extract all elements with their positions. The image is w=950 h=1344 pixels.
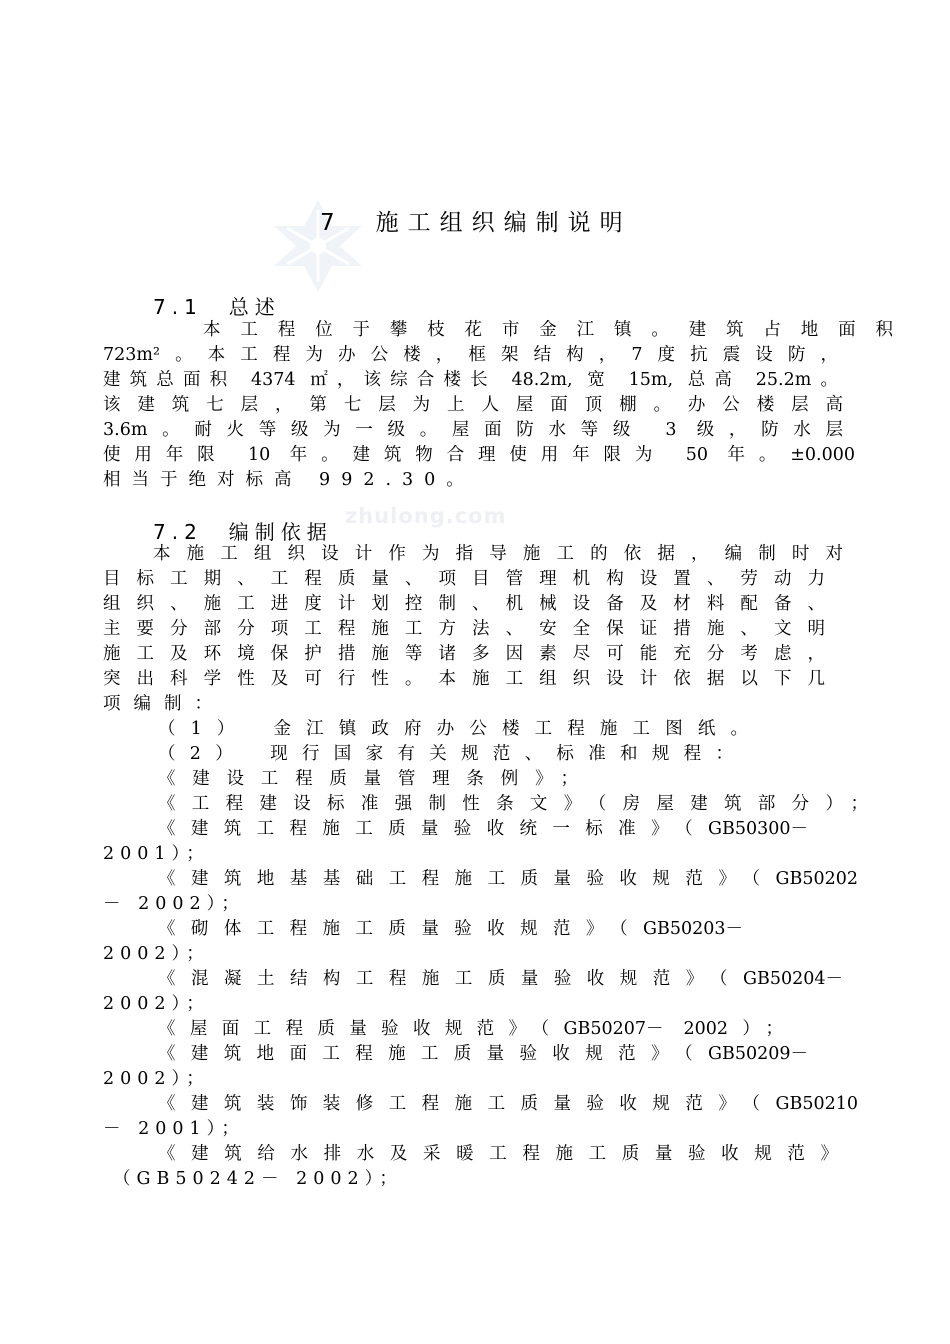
list-item: （2） 现行国家有关规范、标准和规程： <box>158 744 733 764</box>
list-item: 《工程建设标准强制性条文》（房屋建筑部分）； <box>158 794 868 814</box>
list-item: 《建筑地基基础工程施工质量验收规范》（GB50202 <box>158 869 858 889</box>
section-heading-7-2: 7.2 编制依据 <box>153 520 333 544</box>
paragraph-line: 施工及环境保护措施等诸多因素尽可能充分考虑， <box>103 644 825 664</box>
list-item: － 2001）； <box>103 1119 245 1139</box>
watermark-text: zhulong.com <box>345 504 507 528</box>
chapter-title: 7 施工组织编制说明 <box>320 210 632 236</box>
list-item: （1） 金江镇政府办公楼工程施工图纸。 <box>158 719 748 739</box>
list-item: 《建筑给水排水及采暖工程施工质量验收规范》 <box>158 1144 838 1164</box>
paragraph-line: 相当于绝对标高 992.30。 <box>103 470 475 490</box>
paragraph-line: 3.6m。耐火等级为一级。屋面防水等级 3 级，防水层 <box>103 420 843 440</box>
list-item: 《混凝土结构工程施工质量验收规范》（GB50204－ <box>158 969 843 989</box>
list-item: （GB50242－ 2002）； <box>113 1169 403 1189</box>
list-item: 《建筑装饰装修工程施工质量验收规范》（GB50210 <box>158 1094 858 1114</box>
list-item: 2002）； <box>103 944 210 964</box>
paragraph-line: 该建筑七层，第七层为上人屋面顶棚。办公楼层高 <box>103 395 843 415</box>
list-item: 《砌体工程施工质量验收规范》（GB50203－ <box>158 919 743 939</box>
list-item: 《建设工程质量管理条例》； <box>158 769 578 789</box>
paragraph-line: 723m²。本工程为办公楼，框架结构，7度抗震设防， <box>103 345 838 365</box>
paragraph-line: 项编制： <box>103 694 225 714</box>
section-heading-7-1: 7.1 总述 <box>153 295 281 319</box>
list-item: － 2002）； <box>103 894 245 914</box>
paragraph-line: 主要分部分项工程施工方法、安全保证措施、文明 <box>103 619 825 639</box>
list-item: 《屋面工程质量验收规范》（GB50207－ 2002）； <box>158 1019 783 1039</box>
list-item: 2002）； <box>103 994 210 1014</box>
list-item: 《建筑工程施工质量验收统一标准》（GB50300－ <box>158 819 808 839</box>
list-item: 2002）； <box>103 1069 210 1089</box>
list-item: 《建筑地面工程施工质量验收规范》（GB50209－ <box>158 1044 808 1064</box>
paragraph-line: 使用年限 10 年。建筑物合理使用年限为 50 年。±0.000 <box>103 445 855 465</box>
paragraph-line: 本施工组织设计作为指导施工的依据，编制时对 <box>153 544 843 564</box>
paragraph-line: 组织、施工进度计划控制、机械设备及材料配备、 <box>103 594 825 614</box>
paragraph-line: 突出科学性及可行性。本施工组织设计依据以下几 <box>103 669 825 689</box>
paragraph-line: 本工程位于攀枝花市金江镇。建筑占地面积 <box>203 320 893 340</box>
paragraph-line: 建筑总面积 4374 ㎡，该综合楼长 48.2m, 宽 15m, 总高 25.2m。 <box>103 370 838 390</box>
list-item: 2001）； <box>103 844 210 864</box>
paragraph-line: 目标工期、工程质量、项目管理机构设置、劳动力 <box>103 569 825 589</box>
